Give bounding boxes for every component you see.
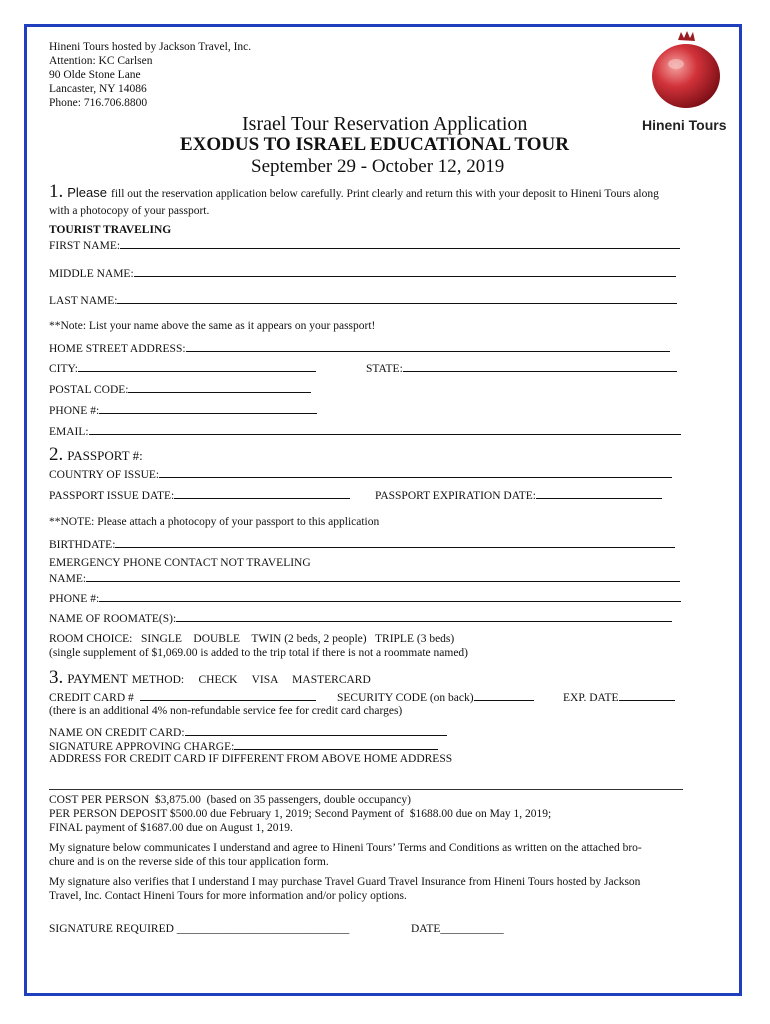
country-of-issue-field[interactable] [49,466,672,482]
state-label: STATE: [366,363,403,375]
last-name-line[interactable] [117,292,677,304]
street-label: HOME STREET ADDRESS: [49,343,186,355]
card-number-line[interactable] [140,689,316,701]
card-address-label: ADDRESS FOR CREDIT CARD IF DIFFERENT FROM ABOVE HOME ADDRESS [49,753,453,765]
tourist-heading: TOURIST TRAVELING [49,224,172,236]
first-name-line[interactable] [120,237,680,249]
emergency-phone-field[interactable] [49,590,681,606]
birthdate-label: BIRTHDATE: [49,539,116,551]
terms-line: chure and is on the reverse side of this tour application form. [49,856,329,868]
security-code-field[interactable] [337,689,534,705]
emergency-heading: EMERGENCY PHONE CONTACT NOT TRAVELING [49,557,311,569]
emergency-phone-line[interactable] [99,590,681,602]
payment-method-options[interactable]: METHOD: CHECK VISA MASTERCARD [131,674,371,686]
email-label: EMAIL: [49,426,89,438]
section-1-intro [49,181,659,203]
expiration-label: PASSPORT EXPIRATION DATE: [375,490,536,502]
brand-name: Hineni Tours [642,117,727,133]
birthdate-field[interactable] [49,536,675,552]
last-name-label: LAST NAME: [49,295,118,307]
street-address-field[interactable] [49,340,670,356]
city-field[interactable] [49,360,316,376]
roommate-label: NAME OF ROOMATE(S): [49,613,177,625]
card-fee-note: (there is an additional 4% non-refundable service fee for credit card charges) [49,705,403,717]
payment-heading [49,667,371,689]
sender-line: Phone: 716.706.8800 [49,97,148,109]
country-line[interactable] [159,466,672,478]
signature-date-field[interactable]: DATE___________ [411,923,504,935]
city-line[interactable] [78,360,316,372]
sender-line: Hineni Tours hosted by Jackson Travel, Inc. [49,41,252,53]
issue-date-line[interactable] [174,487,350,499]
terms-line: My signature below communicates I understand and agree to Hineni Tours’ Terms and Conditions as written on the attached bro- [49,842,642,854]
phone-field[interactable] [49,402,317,418]
email-field[interactable] [49,423,681,439]
tour-dates: September 29 - October 12, 2019 [251,156,505,177]
postal-label: POSTAL CODE: [49,384,129,396]
sender-line: Attention: KC Carlsen [49,55,153,67]
street-line[interactable] [186,340,670,352]
signature-charge-line[interactable] [234,738,438,750]
middle-name-line[interactable] [134,265,676,277]
intro-text: fill out the reservation application below carefully. Print clearly and return this with your deposit to Hineni Tours along [111,188,659,200]
single-supplement-note: (single supplement of $1,069.00 is added to the trip total if there is not a roommate named) [49,647,469,659]
issue-date-field[interactable] [49,487,350,503]
roommate-line[interactable] [176,610,672,622]
passport-name-note: **Note: List your name above the same as it appears on your passport! [49,320,376,332]
middle-name-field[interactable] [49,265,676,281]
expiration-line[interactable] [536,487,662,499]
email-line[interactable] [89,423,681,435]
passport-heading [49,444,143,466]
sender-line: Lancaster, NY 14086 [49,83,147,95]
passport-photocopy-note: **NOTE: Please attach a photocopy of your passport to this application [49,516,380,528]
credit-card-field[interactable] [49,689,316,705]
roommate-field[interactable] [49,610,672,626]
section-number: 3. [49,667,64,688]
passport-number-label: PASSPORT #: [67,448,143,463]
expiration-field[interactable] [563,689,675,705]
city-label: CITY: [49,363,78,375]
insurance-line: My signature also verifies that I understand I may purchase Travel Guard Travel Insurance from Hineni Tours hosted by Jackson [49,876,641,888]
card-address-line[interactable] [49,789,683,790]
birthdate-line[interactable] [115,536,675,548]
security-code-line[interactable] [474,689,534,701]
final-payment: FINAL payment of $1687.00 due on August 1, 2019. [49,822,293,834]
signature-charge-label: SIGNATURE APPROVING CHARGE: [49,741,235,753]
sender-address [49,40,251,110]
state-field[interactable] [366,360,677,376]
security-code-label: SECURITY CODE (on back) [337,692,474,704]
section-number: 2. [49,444,64,465]
sender-line: 90 Olde Stone Lane [49,69,141,81]
postal-code-field[interactable] [49,381,311,397]
card-exp-line[interactable] [619,689,675,701]
name-on-card-line[interactable] [185,724,447,736]
country-label: COUNTRY OF ISSUE: [49,469,160,481]
issue-date-label: PASSPORT ISSUE DATE: [49,490,175,502]
first-name-field[interactable] [49,237,680,253]
emergency-phone-label: PHONE #: [49,593,100,605]
card-exp-label: EXP. DATE [563,692,619,704]
first-name-label: FIRST NAME: [49,240,121,252]
intro-text-continued: with a photocopy of your passport. [49,205,210,217]
room-choice-options[interactable]: ROOM CHOICE: SINGLE DOUBLE TWIN (2 beds, 2 people) TRIPLE (3 beds) [49,633,455,645]
tour-name: EXODUS TO ISRAEL EDUCATIONAL TOUR [180,134,569,155]
cost-per-person: COST PER PERSON $3,875.00 (based on 35 passengers, double occupancy) [49,794,412,806]
expiration-date-field[interactable] [375,487,662,503]
intro-lead: Please [67,185,107,200]
page-title: Israel Tour Reservation Application [242,113,528,135]
payment-label: PAYMENT [67,671,128,686]
postal-line[interactable] [128,381,311,393]
card-number-label: CREDIT CARD # [49,692,134,704]
phone-label: PHONE #: [49,405,100,417]
insurance-line: Travel, Inc. Contact Hineni Tours for more information and/or policy options. [49,890,407,902]
emergency-name-field[interactable] [49,570,680,586]
pomegranate-icon [648,30,724,112]
emergency-name-line[interactable] [86,570,680,582]
middle-name-label: MIDDLE NAME: [49,268,134,280]
name-on-card-label: NAME ON CREDIT CARD: [49,727,185,739]
deposit-schedule: PER PERSON DEPOSIT $500.00 due February 1, 2019; Second Payment of $1688.00 due on May 1, 2019; [49,808,552,820]
emergency-name-label: NAME: [49,573,87,585]
signature-required-field[interactable]: SIGNATURE REQUIRED ______________________________ [49,923,350,935]
phone-line[interactable] [99,402,317,414]
last-name-field[interactable] [49,292,677,308]
section-number: 1. [49,181,64,202]
state-line[interactable] [403,360,677,372]
